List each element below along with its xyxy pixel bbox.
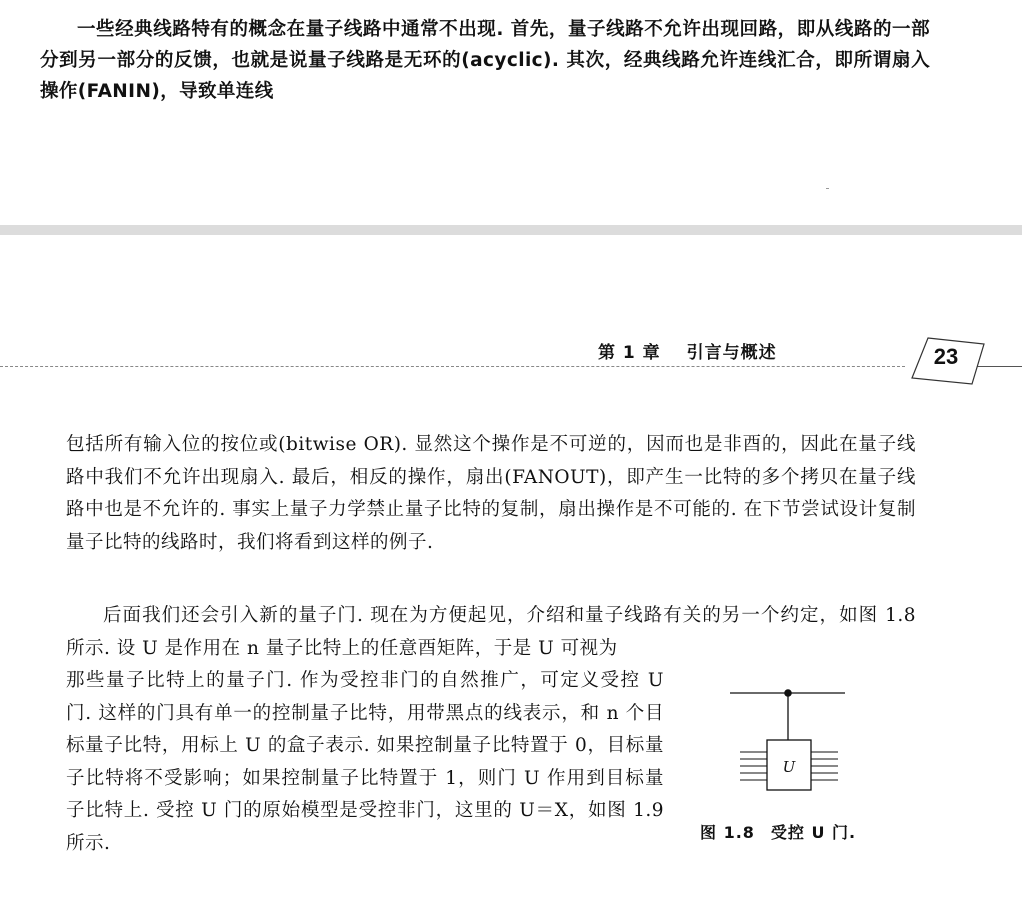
page-number-badge bbox=[906, 334, 986, 386]
page-number: 23 bbox=[933, 344, 959, 369]
body-paragraph-1 bbox=[66, 429, 916, 559]
controlled-u-figure bbox=[730, 680, 870, 800]
chapter-title: 引言与概述 bbox=[686, 343, 777, 363]
body-paragraph-2-narrow bbox=[66, 665, 664, 860]
figure-number: 图 1.8 bbox=[700, 823, 755, 842]
body-paragraph-2 bbox=[66, 600, 916, 665]
controlled-u-diagram bbox=[730, 680, 870, 800]
target-wires-left bbox=[740, 752, 767, 780]
running-head bbox=[598, 338, 777, 363]
chapter-label: 第 1 章 bbox=[598, 343, 661, 363]
paragraph-1-text: 包括所有输入位的按位或(bitwise OR). 显然这个操作是不可逆的，因而也是非酉的，因此在量子线路中我们不允许出现扇入. 最后，相反的操作，扇出(FANOUT)，即产生一比特的多个拷贝在量子线路中也是不允许的. 事实上量子力学禁止量子比特的复制，扇出操作是不可能的. 在下节尝试设计复制量子比特的线路时，我们将看到这样的例子. bbox=[66, 434, 916, 553]
page-separator bbox=[0, 225, 1022, 235]
target-wires-right bbox=[811, 752, 838, 780]
previous-page-paragraph: 一些经典线路特有的概念在量子线路中通常不出现. 首先，量子线路不允许出现回路，即从线路的一部分到另一部分的反馈，也就是说量子线路是无环的(acyclic). 其次，经典线路允许连线汇合，即所谓扇入操作(FANIN)，导致单连线 bbox=[40, 19, 930, 102]
figure-caption-text: 受控 U 门. bbox=[770, 823, 857, 842]
paragraph-2-text: 后面我们还会引入新的量子门. 现在为方便起见，介绍和量子线路有关的另一个约定，如图 1.8 所示. 设 U 是作用在 n 量子比特上的任意酉矩阵，于是 U 可视为 bbox=[66, 605, 916, 659]
header-rule-left bbox=[0, 366, 905, 367]
scan-speck bbox=[826, 188, 829, 189]
figure-caption bbox=[700, 820, 856, 843]
paragraph-2-narrow-text: 那些量子比特上的量子门. 作为受控非门的自然推广，可定义受控 U 门. 这样的门具有单一的控制量子比特，用带黑点的线表示，和 n 个目标量子比特，用标上 U 的盒子表示. 如果控制量子比特置于 0，目标量子比特将不受影响；如果控制量子比特置于 1，则门 U 作用到目标量子比特上. 受控 U 门的原始模型是受控非门，这里的 U＝X，如图 1.9 所示. bbox=[66, 670, 664, 854]
gate-label: U bbox=[782, 758, 796, 776]
